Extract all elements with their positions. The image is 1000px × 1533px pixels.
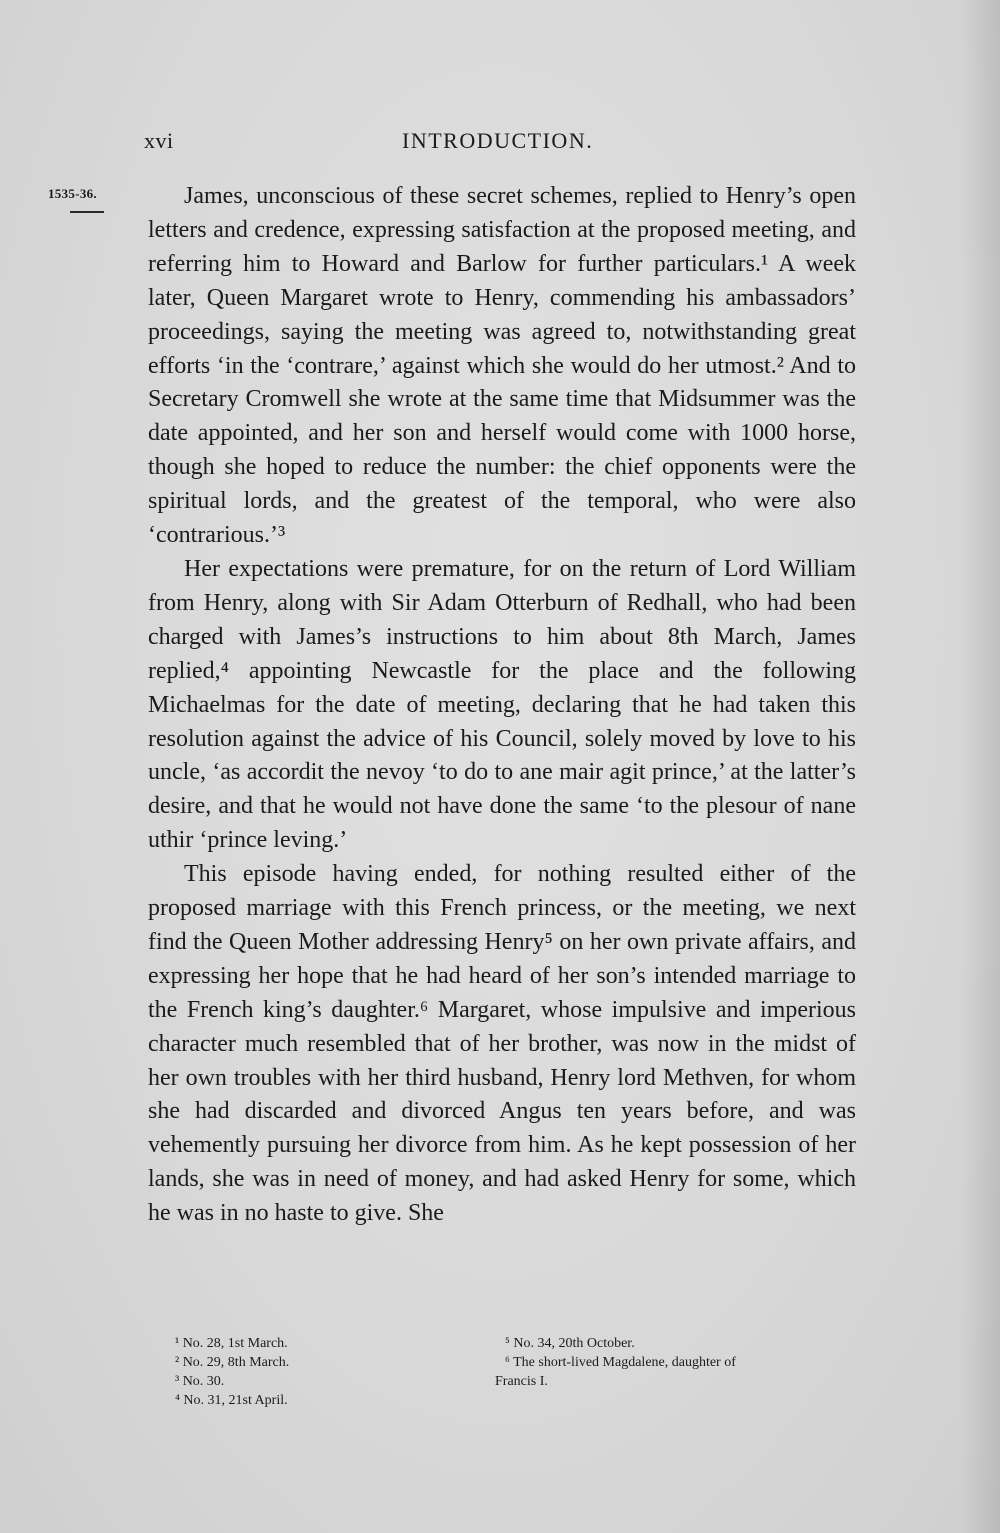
page-edge-shadow: [960, 0, 1000, 1533]
paragraph-3: This episode having ended, for nothing resulted either of the proposed marriage with this French princess, or the meeting, we next find the Queen Mother addressing Henry⁵ on her own private affairs, and expressing her hope that he had heard of her son’s intended marriage to the French king’s daughter.⁶ Margaret, whose impulsive and imperious character much resembled that of her brother, was now in the midst of her own troubles with her third husband, Henry lord Methven, for whom she had discarded and divorced Angus ten years before, and was vehemently pursuing her divorce from him. As he kept possession of her lands, she was in need of money, and had asked Henry for some, which he was in no haste to give. She: [148, 861, 856, 1227]
marginal-rule: [70, 211, 104, 213]
footnote-4: ⁴ No. 31, 21st April.: [175, 1393, 288, 1408]
paragraph-1: James, unconscious of these secret schemes, replied to Henry’s open letters and credence, expressing satisfaction at the proposed meeting, and referring him to Howard and Barlow for further particulars.¹ A week later, Queen Margaret wrote to Henry, commending his ambassadors’ proceedings, saying the meeting was agreed to, notwithstanding great efforts ‘in the ‘contrare,’ against which she would do her utmost.² And to Secretary Cromwell she wrote at the same time that Midsummer was the date appointed, and her son and herself would come with 1000 horse, though she hoped to reduce the number: the chief opponents were the spiritual lords, and the greatest of the temporal, who were also ‘contrarious.’³: [148, 183, 856, 549]
footnote-6-continuation: Francis I.: [495, 1374, 548, 1389]
page-number: xvi: [144, 128, 174, 153]
footnotes-left-column: [175, 1334, 475, 1410]
footnote-6: ⁶ The short-lived Magdalene, daughter of: [505, 1355, 736, 1370]
running-title: INTRODUCTION.: [402, 128, 594, 153]
paragraph-2: Her expectations were premature, for on the return of Lord William from Henry, along with Sir Adam Otterburn of Redhall, who had been charged with James’s instructions to him about 8th March, James replied,⁴ appointing Newcastle for the place and the following Michaelmas for the date of meeting, declaring that he had taken this resolution against the advice of his Council, solely moved by love to his uncle, ‘as accordit the nevoy ‘to do to ane mair agit prince,’ at the latter’s desire, and that he would not have done the same ‘to the plesour of nane uthir ‘prince leving.’: [148, 555, 856, 854]
footnote-1: ¹ No. 28, 1st March.: [175, 1336, 288, 1351]
marginal-date: 1535-36.: [48, 186, 97, 201]
footnote-2: ² No. 29, 8th March.: [175, 1355, 290, 1370]
footnote-3: ³ No. 30.: [175, 1374, 225, 1389]
footnotes: [175, 1334, 865, 1424]
running-head: [0, 128, 1000, 158]
body-text: [148, 180, 856, 1231]
footnote-5: ⁵ No. 34, 20th October.: [505, 1336, 635, 1351]
footnotes-right-column: [495, 1334, 857, 1391]
